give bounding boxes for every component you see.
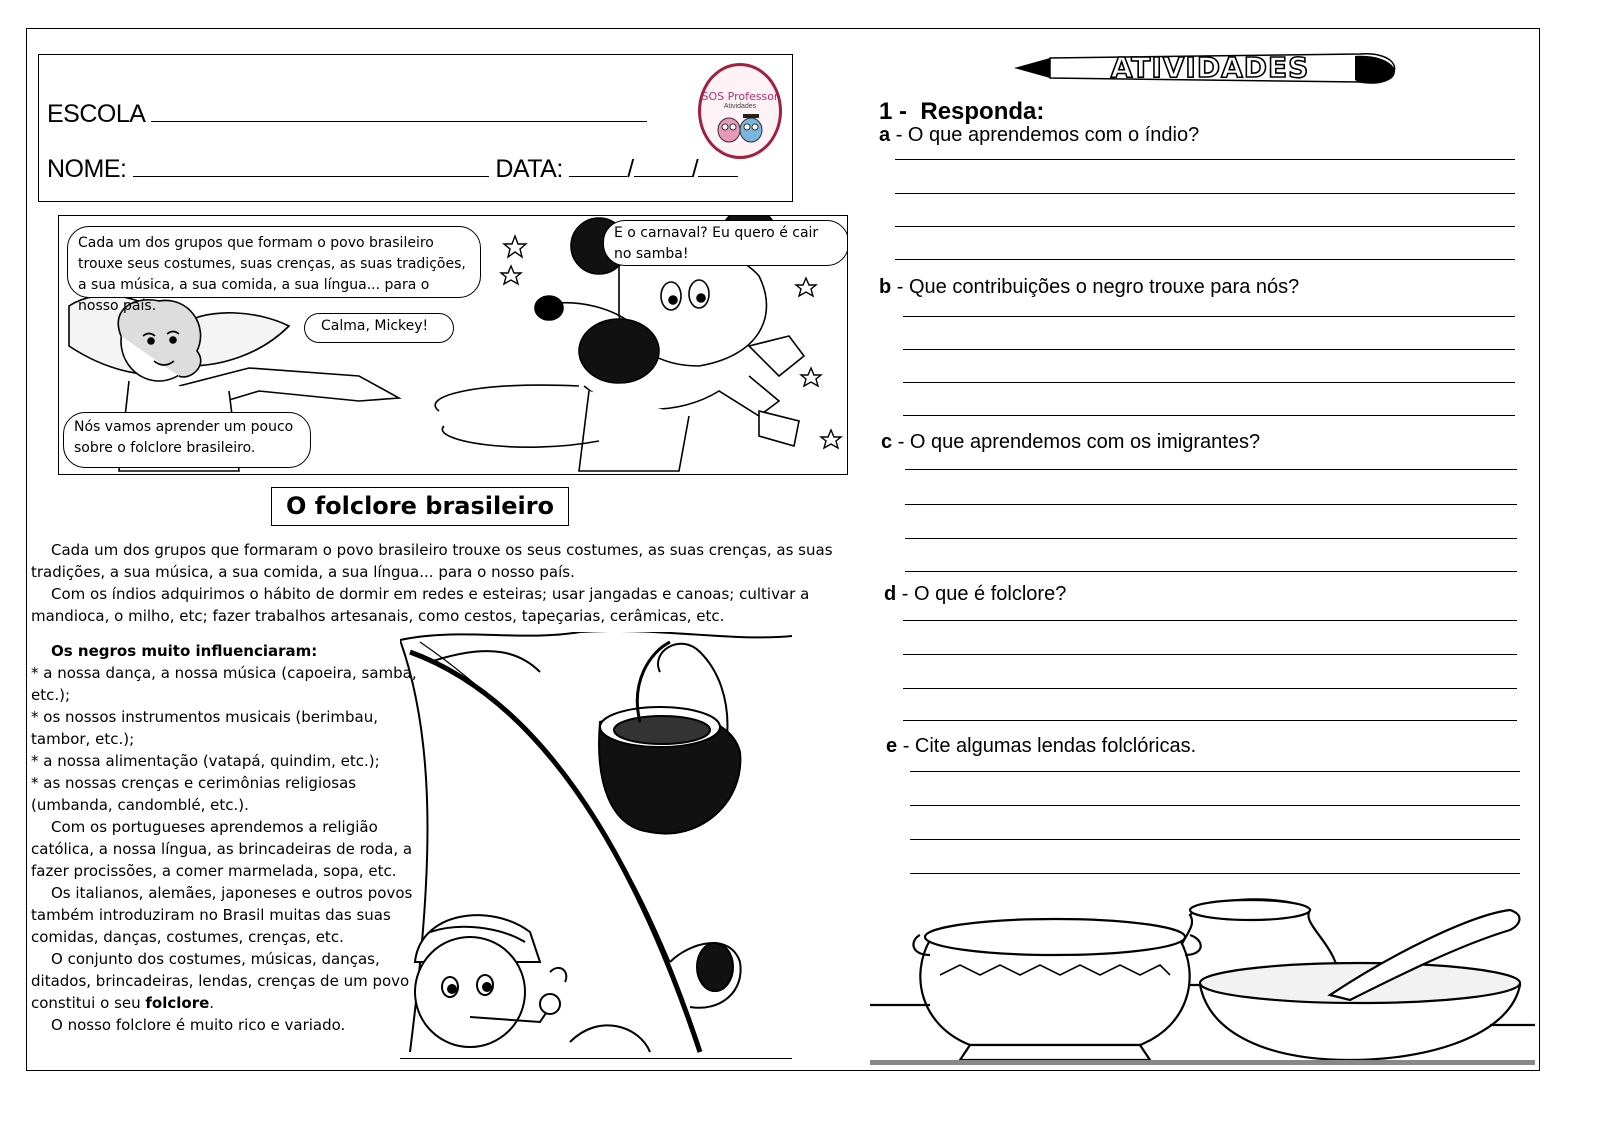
sos-professor-logo xyxy=(698,63,782,159)
speech-bubble-mickey: E o carnaval? Eu quero é cair no samba! xyxy=(603,220,848,266)
column-line: * as nossas crenças e cerimônias religiosas xyxy=(31,774,357,792)
header-box xyxy=(38,54,793,202)
question-text: - O que aprendemos com o índio? xyxy=(895,124,1200,146)
answer-line[interactable] xyxy=(905,571,1517,572)
answer-line[interactable] xyxy=(903,688,1517,689)
owls-icon xyxy=(710,110,770,144)
paragraph-line: Cada um dos grupos que formaram o povo brasileiro trouxe os seus costumes, as suas crenças, as suas xyxy=(51,541,833,559)
column-line: etc.); xyxy=(31,686,71,704)
answer-line[interactable] xyxy=(903,349,1515,350)
influence-column xyxy=(31,640,417,1036)
column-line: tambor, etc.); xyxy=(31,730,135,748)
column-line: Com os portugueses aprendemos a religião xyxy=(51,818,378,836)
speech-bubble-fairy-1: Cada um dos grupos que formam o povo brasileiro trouxe seus costumes, suas crenças, as suas tradições, a sua música, a sua comida, a sua língua... para o nosso país. xyxy=(67,226,481,298)
comic-strip xyxy=(58,215,848,475)
paragraph-line: tradições, a sua música, a sua comida, a sua língua... para o nosso país. xyxy=(31,563,575,581)
answer-line[interactable] xyxy=(910,839,1520,840)
answer-line[interactable] xyxy=(910,771,1520,772)
answer-line[interactable] xyxy=(903,720,1517,721)
column-line: O conjunto dos costumes, músicas, danças, xyxy=(51,950,380,968)
question-letter: d xyxy=(884,583,897,605)
negros-heading: Os negros muito influenciaram: xyxy=(51,642,318,660)
question-letter: a xyxy=(879,124,891,146)
paragraph-line: mandioca, o milho, etc; fazer trabalhos artesanais, como cestos, tapeçarias, cerâmicas, etc. xyxy=(31,607,725,625)
question-text: - O que é folclore? xyxy=(901,583,1067,605)
speech-bubble-fairy-3: Nós vamos aprender um pouco sobre o folclore brasileiro. xyxy=(63,412,311,468)
question-letter: e xyxy=(886,735,898,757)
school-label: ESCOLA xyxy=(47,100,145,128)
question-letter: b xyxy=(879,276,892,298)
column-line: comidas, danças, costumes, crenças, etc. xyxy=(31,928,344,946)
question-a xyxy=(879,124,1199,147)
answer-line[interactable] xyxy=(910,873,1520,874)
question-d xyxy=(884,583,1066,606)
column-line: (umbanda, candomblé, etc.). xyxy=(31,796,249,814)
column-line: católica, a nossa língua, as brincadeiras de roda, a xyxy=(31,840,413,858)
last-line-period: . xyxy=(209,994,215,1012)
question-e xyxy=(886,735,1196,758)
question-text: - O que aprendemos com os imigrantes? xyxy=(897,431,1261,453)
date-month-field[interactable] xyxy=(634,154,692,177)
logo-subtext: Atividades xyxy=(723,103,757,110)
answer-line[interactable] xyxy=(903,382,1515,383)
answer-line[interactable] xyxy=(903,654,1517,655)
date-separator: / xyxy=(691,155,699,183)
column-line: ditados, brincadeiras, lendas, crenças de um povo xyxy=(31,972,410,990)
answer-line[interactable] xyxy=(895,226,1515,227)
answer-line[interactable] xyxy=(903,620,1517,621)
date-label: DATA: xyxy=(495,155,563,183)
answer-line[interactable] xyxy=(903,316,1515,317)
answer-line[interactable] xyxy=(903,415,1515,416)
column-line: fazer procissões, a comer marmelada, sopa, etc. xyxy=(31,862,397,880)
folclore-bold: folclore xyxy=(145,994,210,1012)
column-line: * a nossa alimentação (vatapá, quindim, etc.); xyxy=(31,752,380,770)
answer-line[interactable] xyxy=(895,159,1515,160)
column-line xyxy=(31,992,417,1014)
question-text: - Cite algumas lendas folclóricas. xyxy=(902,735,1197,757)
answer-line[interactable] xyxy=(895,259,1515,260)
column-line: também introduziram no Brasil muitas das suas xyxy=(31,906,391,924)
answer-line[interactable] xyxy=(895,193,1515,194)
name-field[interactable] xyxy=(133,154,489,177)
paragraph-line: Com os índios adquirimos o hábito de dormir em redes e esteiras; usar jangadas e canoas; cultivar a xyxy=(51,585,810,603)
berimbau-illustration xyxy=(400,632,792,1059)
question-letter: c xyxy=(881,431,893,453)
column-line: Os italianos, alemães, japoneses e outros povos xyxy=(51,884,413,902)
article-title: O folclore brasileiro xyxy=(271,487,569,526)
question-b xyxy=(879,276,1299,299)
answer-line[interactable] xyxy=(905,538,1517,539)
intro-paragraphs xyxy=(31,539,833,627)
school-field[interactable] xyxy=(151,99,647,122)
activities-title: ATIVIDADES xyxy=(1110,51,1310,84)
table-surface xyxy=(870,1060,1535,1065)
question-text: - Que contribuições o negro trouxe para nós? xyxy=(896,276,1300,298)
logo-text: SOS Professor xyxy=(701,90,779,103)
name-label: NOME: xyxy=(47,155,127,183)
date-separator: / xyxy=(627,155,634,183)
speech-bubble-fairy-2: Calma, Mickey! xyxy=(304,313,454,343)
question-c xyxy=(881,431,1260,454)
final-line: O nosso folclore é muito rico e variado. xyxy=(51,1016,346,1034)
column-line: * a nossa dança, a nossa música (capoeira, samba, xyxy=(31,664,417,682)
last-line-text: constitui o seu xyxy=(31,994,146,1012)
column-line: * os nossos instrumentos musicais (berimbau, xyxy=(31,708,378,726)
answer-line[interactable] xyxy=(910,805,1520,806)
date-day-field[interactable] xyxy=(569,154,627,177)
answer-line[interactable] xyxy=(905,469,1517,470)
question-1-header xyxy=(879,98,1044,126)
pottery-illustration xyxy=(870,895,1535,1065)
answer-line[interactable] xyxy=(905,504,1517,505)
school-row xyxy=(47,99,647,129)
name-row xyxy=(47,154,738,184)
activities-banner xyxy=(1010,46,1400,88)
question-1-label: Responda: xyxy=(920,98,1045,125)
question-1-number: 1 - xyxy=(879,98,908,125)
